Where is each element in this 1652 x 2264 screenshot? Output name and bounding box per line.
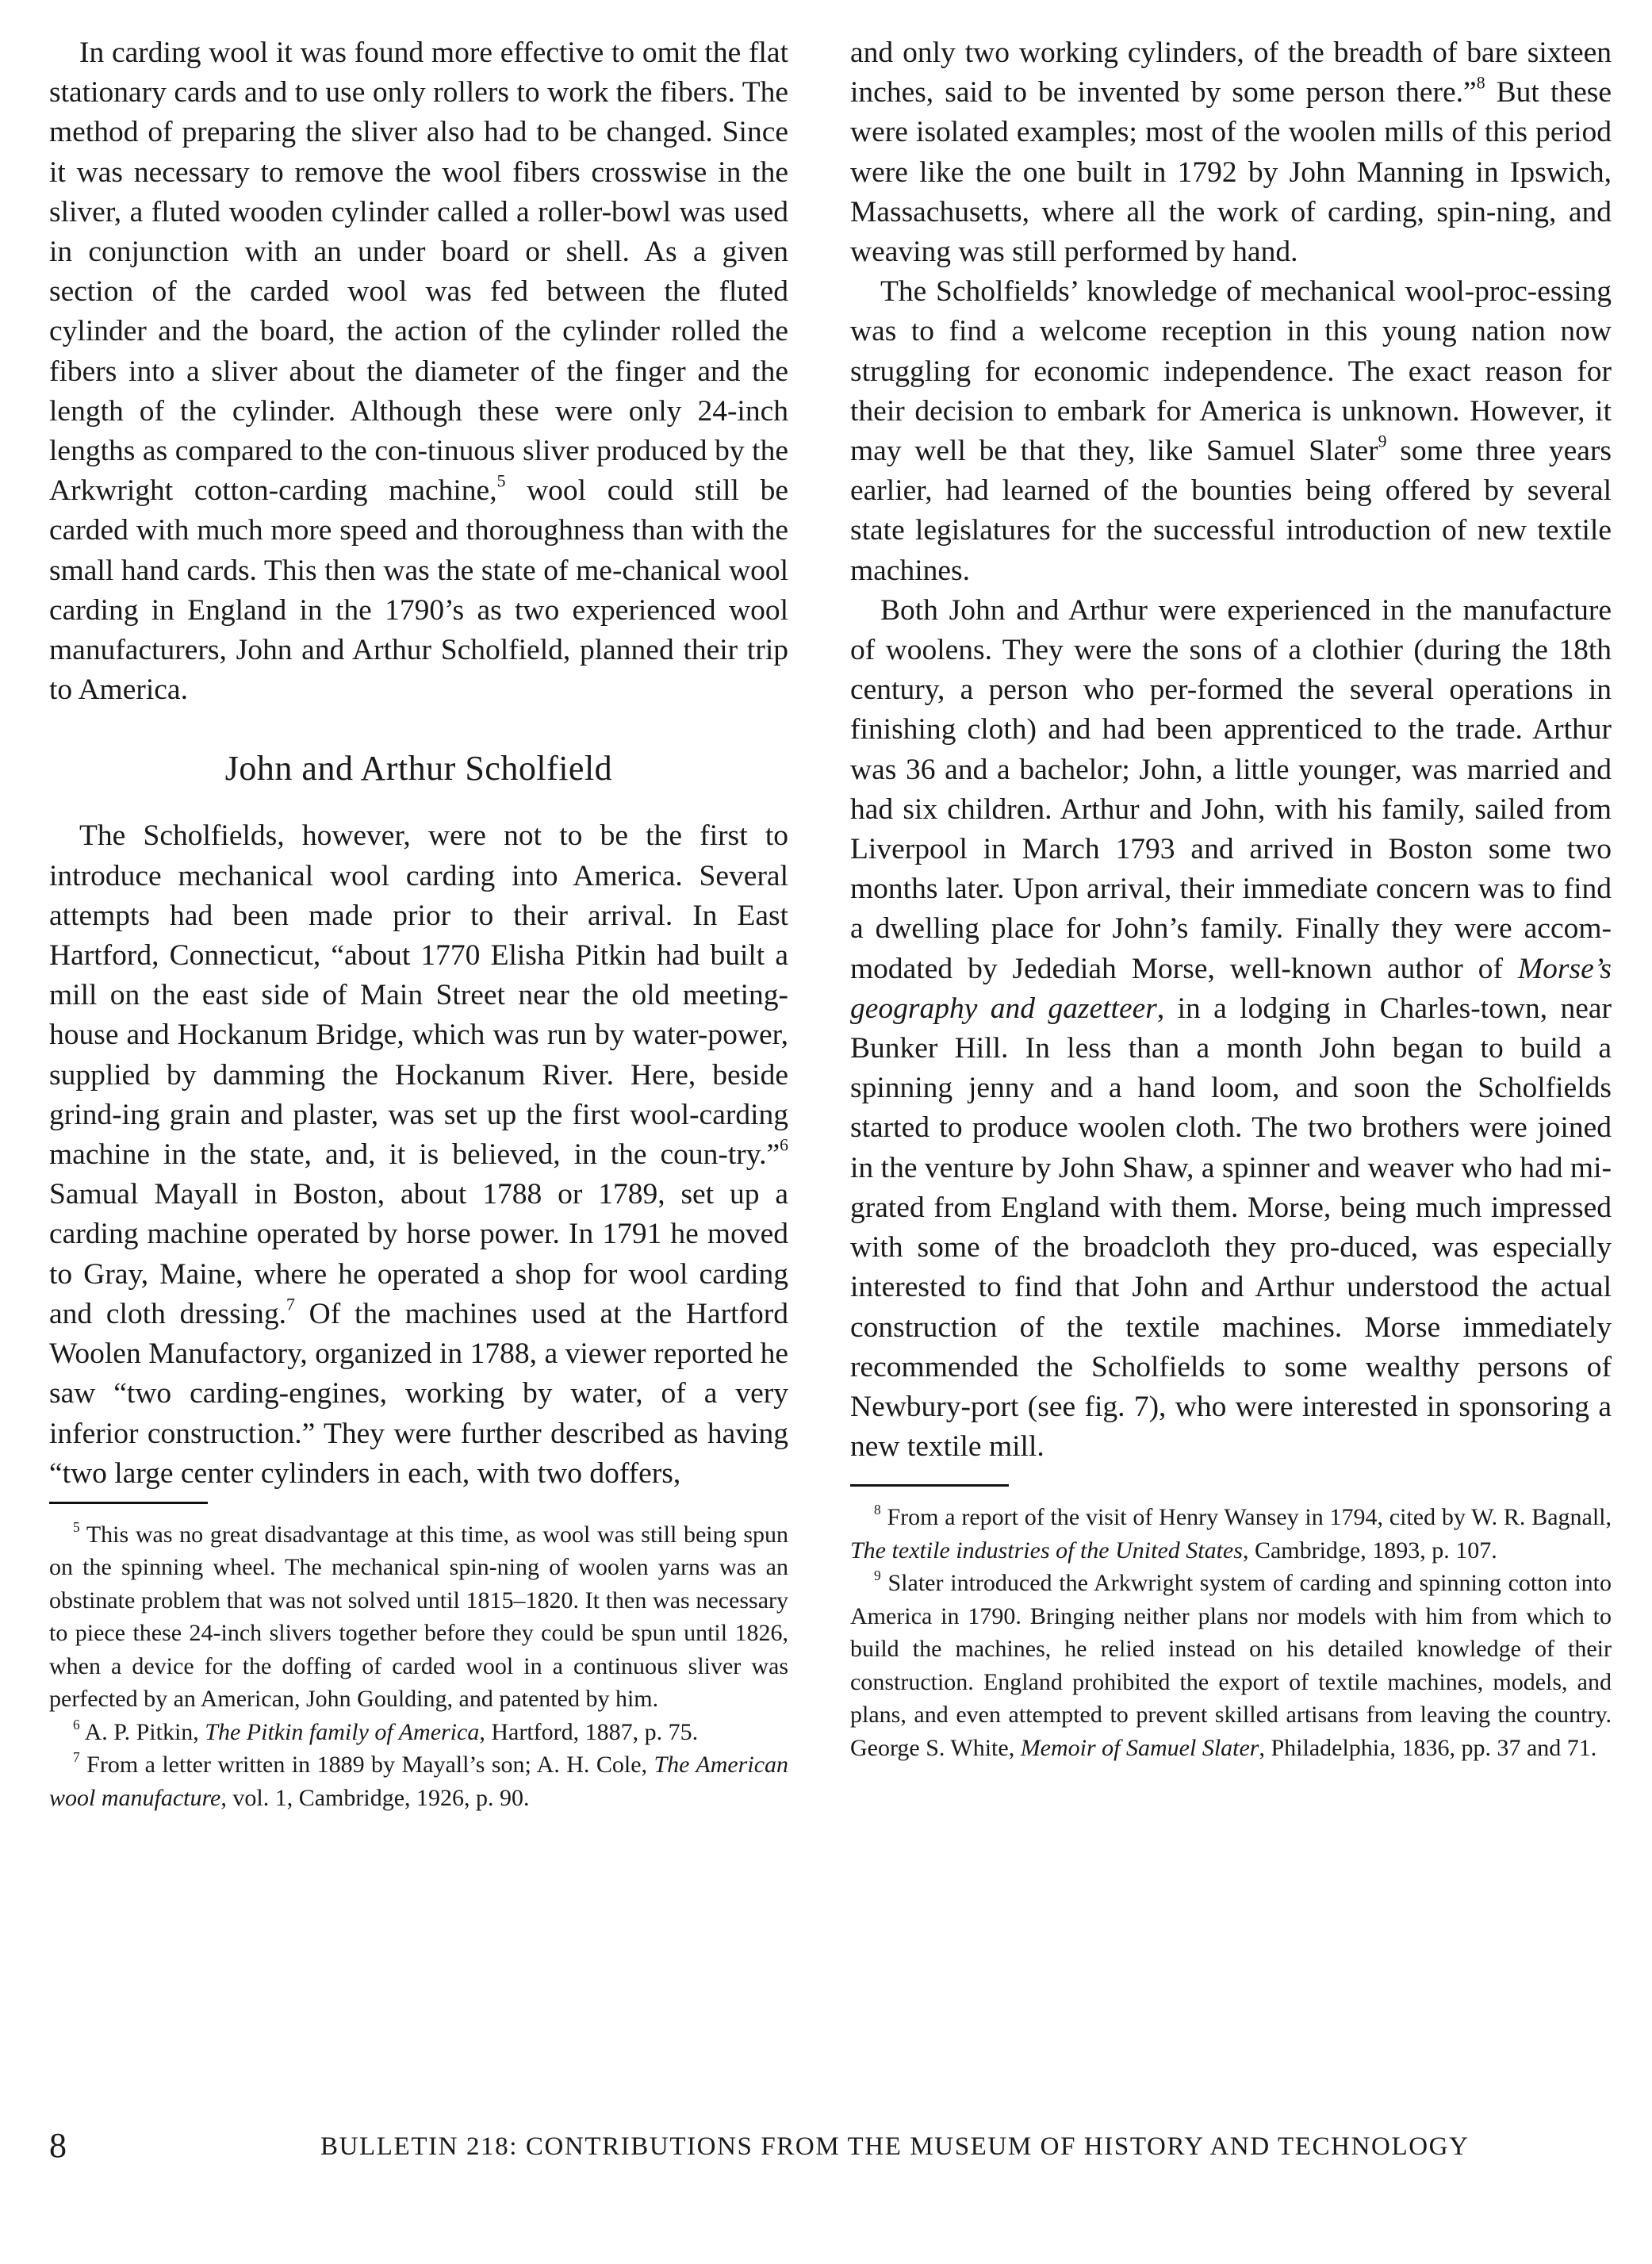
footnote-number: 5: [73, 1518, 80, 1535]
footnote-text: A. P. Pitkin,: [84, 1718, 205, 1745]
footnote-ref-8[interactable]: 8: [1476, 73, 1485, 93]
running-head: BULLETIN 218: CONTRIBUTIONS FROM THE MUSEUM OF HISTORY AND TECHNOLOGY: [320, 2132, 1470, 2161]
paragraph-text: , in a lodging in Charles-town, near Bunker Hill. In less than a month John began to build a spinning jenny and a hand loom, and soon the Scholfields started to produce woolen cloth. The two brothers were joined in the venture by John Shaw, a spinner and weaver who had mi-grated from England with them. Morse, being much impressed with some of the broadcloth they pro-duced, was especially interested to find that John and Arthur understood the actual construction of the textile machines. Morse immediately recommended the Scholfields to some wealthy persons of Newbury-port (see fig. 7), who were interested in sponsoring a new textile mill.: [850, 992, 1612, 1464]
footnote-ref-7[interactable]: 7: [286, 1295, 295, 1314]
left-body-text-2: [49, 816, 788, 1493]
paragraph-text: and only two working cylinders, of the breadth of bare sixteen inches, said to be invented by some person there.”: [850, 36, 1612, 109]
footnote-9: [850, 1567, 1612, 1764]
paragraph: [49, 33, 788, 710]
footnote-number: 8: [874, 1502, 881, 1518]
footnote-number: 6: [73, 1716, 80, 1733]
paragraph-text: But these were isolated examples; most of the woolen mills of this period were like the one built in 1792 by John Manning in Ipswich, Massachusetts, where all the work of carding, spin-ning, and weaving was still performed by hand.: [850, 76, 1612, 269]
footnote-8: [850, 1501, 1612, 1567]
right-body-text: [850, 33, 1612, 1467]
paragraph-text: The Scholfields’ knowledge of mechanical wool-proc-essing was to find a welcome reception in this young nation now struggling for economic independence. The exact reason for their decision to embark for America is unknown. However, it may well be that they, like Samuel Slater: [850, 275, 1612, 468]
paragraph-text: Of the machines used at the Hartford Woolen Manufactory, organized in 1788, a viewer reported he saw “two carding-engines, working by water, of a very inferior construction.” They were further described as having “two large center cylinders in each, with two doffers,: [49, 1297, 788, 1490]
footnote-text: , Cambridge, 1893, p. 107.: [1242, 1537, 1497, 1564]
footnote-number: 9: [874, 1568, 881, 1584]
page-footer: [49, 2126, 1612, 2166]
paragraph-text: The Scholfields, however, were not to be the first to introduce mechanical wool carding into America. Several attempts had been made prior to their arrival. In East Hartford, Connecticut, “about 1770 Elisha Pitkin had built a mill on the east side of Main Street near the old meeting-house and Hockanum Bridge, which was run by water-power, supplied by damming the Hockanum River. Here, beside grind-ing grain and plaster, was set up the first wool-carding machine in the state, and, it is believed, in the coun-try.”: [49, 819, 788, 1172]
footnote-text: From a report of the visit of Henry Wansey in 1794, cited by W. R. Bagnall,: [887, 1504, 1612, 1531]
citation-title: Memoir of Samuel Slater: [1020, 1734, 1259, 1761]
paragraph-text: Both John and Arthur were experienced in the manufacture of woolens. They were the sons of a clothier (during the 18th century, a person who per-formed the several operations in finishing cloth) and had been apprenticed to the trade. Arthur was 36 and a bachelor; John, a little younger, was married and had six children. Arthur and John, with his family, sailed from Liverpool in March 1793 and arrived in Boston some two months later. Upon arrival, their immediate concern was to find a dwelling place for John’s family. Finally they were accom-modated by Jedediah Morse, well-known author of: [850, 593, 1612, 985]
footnote-text: , Hartford, 1887, p. 75.: [479, 1718, 699, 1745]
section-heading: John and Arthur Scholfield: [224, 749, 613, 789]
footnote-number: 7: [73, 1749, 80, 1766]
footnote-text: , vol. 1, Cambridge, 1926, p. 90.: [220, 1784, 530, 1811]
footnote-ref-9[interactable]: 9: [1378, 432, 1387, 451]
book-title: Morse’s geography and gazetteer: [850, 952, 1612, 1025]
page-number: 8: [49, 2126, 67, 2165]
paragraph: [850, 591, 1612, 1467]
paragraph: [49, 816, 788, 1493]
citation-title: The Pitkin family of America: [205, 1718, 480, 1745]
footnote-text: From a letter written in 1889 by Mayall’s son; A. H. Cole,: [86, 1752, 654, 1779]
footnote-6: [49, 1716, 788, 1749]
citation-title: The American wool manufacture: [49, 1752, 789, 1811]
footnote-text: , Philadelphia, 1836, pp. 37 and 71.: [1259, 1734, 1597, 1761]
left-footnotes: [49, 1518, 788, 1815]
citation-title: The textile industries of the United States: [850, 1537, 1243, 1564]
paragraph: [850, 33, 1612, 272]
left-column: [49, 33, 788, 1814]
paragraph-text: Samual Mayall in Boston, about 1788 or 1789, set up a carding machine operated by horse power. In 1791 he moved to Gray, Maine, where he operated a shop for wool carding and cloth dressing.: [49, 1178, 788, 1330]
footnote-5: [49, 1518, 788, 1716]
footnote-text: This was no great disadvantage at this time, as wool was still being spun on the spinning wheel. The mechanical spin-ning of woolen yarns was an obstinate problem that was not solved until 1815–1820. It then was necessary to piece these 24-inch slivers together before they could be spun until 1826, when a device for the doffing of carded wool in a continuous sliver was perfected by an American, John Goulding, and patented by him.: [49, 1521, 788, 1713]
right-footnotes: [850, 1501, 1612, 1764]
paragraph-text: wool could still be carded with much more speed and thoroughness than with the small hand cards. This then was the state of me-chanical wool carding in England in the 1790’s as two experienced wool manufacturers, John and Arthur Scholfield, planned their trip to America.: [49, 474, 788, 707]
paragraph-text: In carding wool it was found more effective to omit the flat stationary cards and to use only rollers to work the fibers. The method of preparing the sliver also had to be changed. Since it was necessary to remove the wool fibers crosswise in the sliver, a fluted wooden cylinder called a roller-bowl was used in conjunction with an under board or shell. As a given section of the carded wool was fed between the fluted cylinder and the board, the action of the cylinder rolled the fibers into a sliver about the diameter of the finger and the length of the cylinder. Although these were only 24-inch lengths as compared to the con-tinuous sliver produced by the Arkwright cotton-carding machine,: [49, 36, 788, 508]
footnote-divider: [850, 1484, 1009, 1487]
footnote-text: Slater introduced the Arkwright system of carding and spinning cotton into America in 1790. Bringing neither plans nor models with him from which to build the machines, he relied instead on his detailed knowledge of their construction. England prohibited the export of textile machines, models, and plans, and even attempted to prevent skilled artisans from leaving the country. George S. White,: [850, 1570, 1612, 1761]
paragraph-text: some three years earlier, had learned of the bounties being offered by several state legislatures for the successful introduction of new textile machines.: [850, 435, 1612, 587]
paragraph: [850, 272, 1612, 591]
left-body-text: [49, 33, 788, 710]
footnote-ref-6[interactable]: 6: [780, 1135, 788, 1155]
footnote-ref-5[interactable]: 5: [496, 471, 506, 491]
footnote-divider: [49, 1502, 208, 1504]
right-column: [850, 33, 1612, 1764]
footnote-7: [49, 1748, 788, 1814]
